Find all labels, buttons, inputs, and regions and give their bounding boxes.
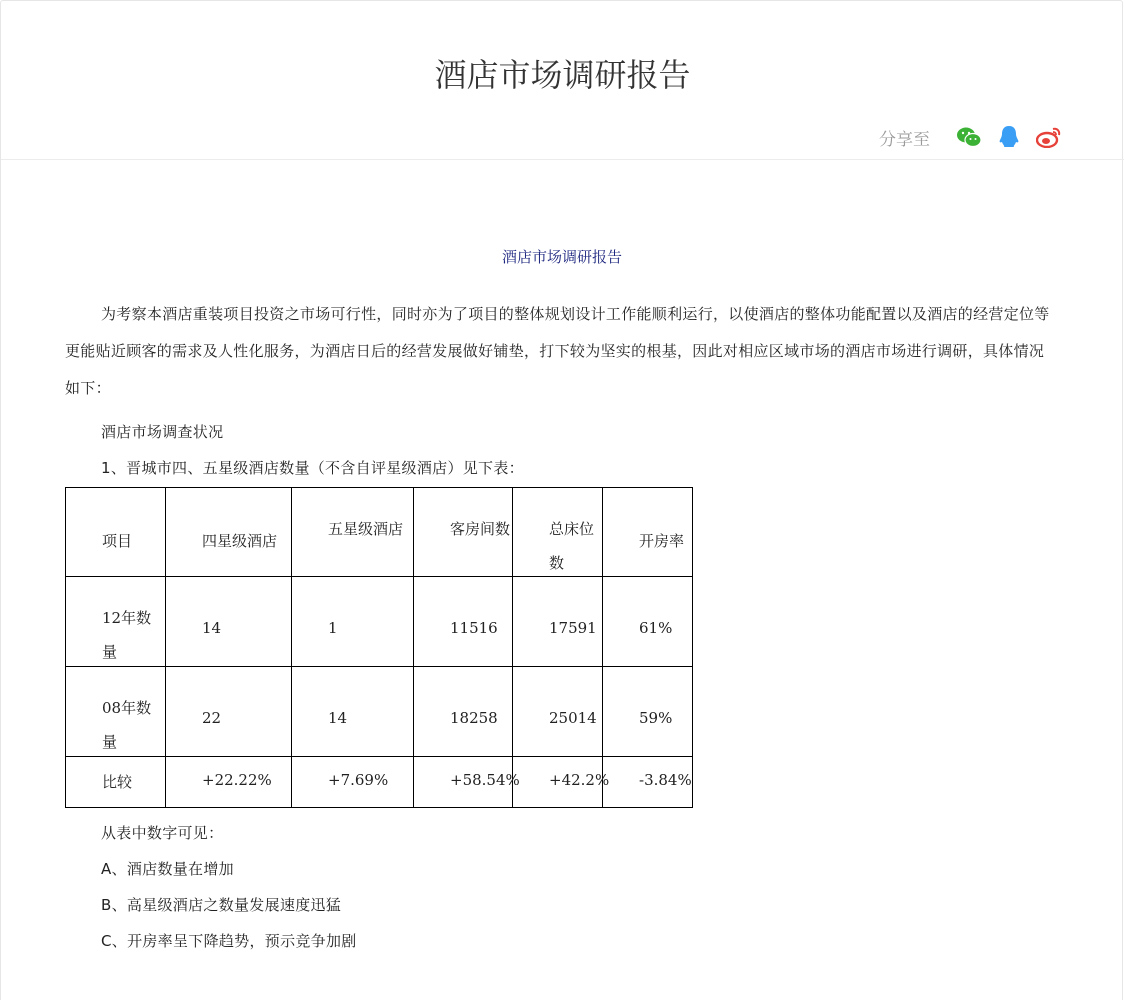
page-title: 酒店市场调研报告: [434, 56, 691, 94]
qq-icon[interactable]: [996, 124, 1022, 150]
table-cell: 11516: [450, 619, 498, 637]
article-body: [65, 161, 1059, 952]
header-cell: 开房率: [639, 532, 685, 550]
intro-paragraph: 为考察本酒店重装项目投资之市场可行性，同时亦为了项目的整体规划设计工作能顺利运行，以使酒店的整体功能配置以及酒店的经营定位等更能贴近顾客的需求及人性化服务，为酒店日后的经营发展做好铺垫，打下较为坚实的根基，因此对相应区域市场的酒店市场进行调研，具体情况如下：: [65, 305, 1050, 397]
table-row: [66, 577, 693, 667]
after-table-text: 从表中数字可见：: [101, 824, 224, 842]
table-row: [66, 757, 693, 808]
table-cell: 61%: [639, 619, 673, 637]
wechat-icon[interactable]: [956, 124, 982, 150]
row-label: 12年数量: [102, 609, 152, 661]
point-a: A、酒店数量在增加: [101, 860, 234, 878]
table-cell: +7.69%: [328, 771, 389, 789]
table-cell: 14: [328, 709, 348, 727]
point-b: B、高星级酒店之数量发展速度迅猛: [101, 896, 342, 914]
table-header-row: [66, 488, 693, 577]
table-row: [66, 667, 693, 757]
row-label: 08年数量: [102, 699, 152, 751]
table-cell: +42.2%: [549, 771, 610, 789]
header-cell: 客房间数: [450, 520, 511, 538]
header-cell: 总床位数: [549, 520, 595, 572]
share-label: 分享至: [879, 129, 930, 150]
table-cell: -3.84%: [639, 771, 692, 789]
table-cell: 25014: [549, 709, 597, 727]
header-cell: 项目: [102, 532, 133, 550]
table-cell: 17591: [549, 619, 597, 637]
table-cell: +58.54%: [450, 771, 520, 789]
table-cell: 59%: [639, 709, 673, 727]
weibo-icon[interactable]: [1036, 124, 1062, 150]
table-cell: +22.22%: [202, 771, 272, 789]
table-cell: 22: [202, 709, 222, 727]
table-cell: 14: [202, 619, 222, 637]
page-header: [1, 1, 1124, 160]
table-cell: 1: [328, 619, 338, 637]
table-cell: 18258: [450, 709, 498, 727]
section-heading: 酒店市场调查状况: [101, 423, 224, 441]
point-c: C、开房率呈下降趋势，预示竞争加剧: [101, 932, 357, 950]
article-title: 酒店市场调研报告: [501, 248, 622, 266]
header-cell: 四星级酒店: [202, 532, 278, 550]
row-label: 比较: [102, 773, 133, 791]
table-caption: 1、晋城市四、五星级酒店数量（不含自评星级酒店）见下表：: [101, 459, 524, 477]
header-cell: 五星级酒店: [328, 520, 404, 538]
hotel-stats-table: [65, 487, 693, 808]
share-bar: [879, 123, 1062, 151]
